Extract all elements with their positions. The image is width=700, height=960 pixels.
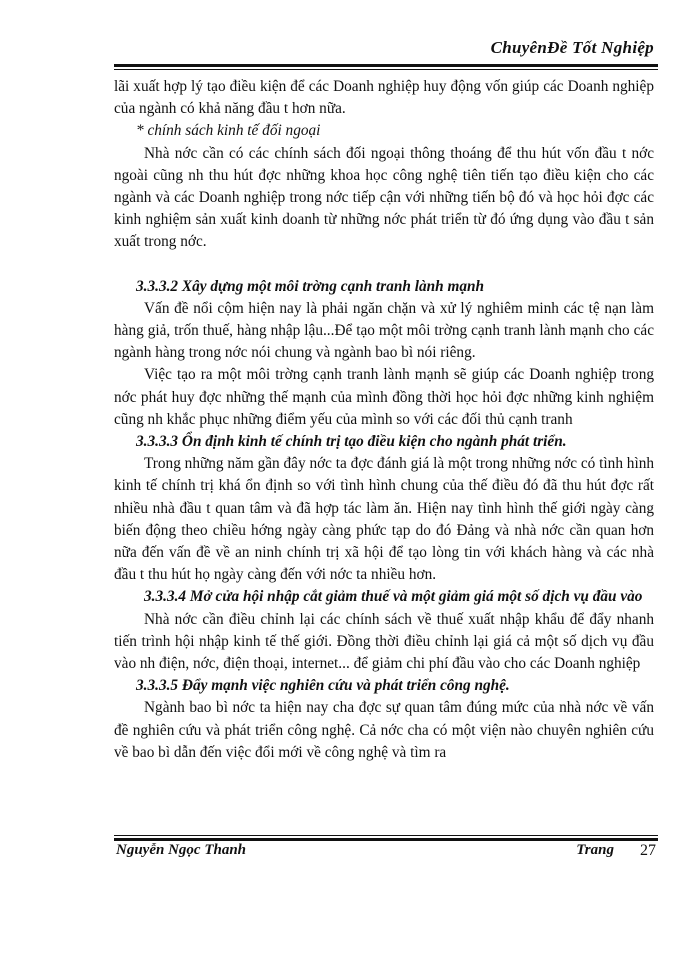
page-number: 27	[640, 842, 656, 859]
body-paragraph: Nhà nớc cần có các chính sách đối ngoại thông thoáng để thu hút vốn đầu t nớc ngoài cũng nh thu hút đợc những khoa học công nghệ tiên tiến tạo điều kiện cho các ngành và các Doanh nghiệp trong nớc tiếp cận với những tiến bộ đó và học hỏi đợc các kinh nghiệm sản xuất kinh doanh từ những nớc phát triển từ đó ứng dụng vào đầu t sản xuất trong nớc.	[114, 144, 654, 251]
section-label-foreign-policy: * chính sách kinh tế đối ngoại	[136, 122, 321, 140]
body-paragraph: Vấn đề nổi cộm hiện nay là phải ngăn chặn và xử lý nghiêm minh các tệ nạn làm hàng giả, trốn thuế, hàng nhập lậu...Để tạo một môi trờng cạnh tranh lành mạnh cho các ngành hàng trong nớc nói chung và ngành bao bì nói riêng.	[114, 299, 654, 362]
footer-rule-thick	[114, 838, 658, 841]
section-heading-3-3-3-3: 3.3.3.3 Ổn định kinh tế chính trị tạo điều kiện cho ngành phát triển.	[136, 433, 567, 451]
body-paragraph: Nhà nớc cần điều chỉnh lại các chính sách về thuế xuất nhập khẩu để đẩy nhanh tiến trình hội nhập kinh tế thế giới. Đồng thời điều chỉnh lại giá cả một số dịch vụ đầu vào nh điện, nớc, điện thoại, internet... để giảm chi phí đầu vào cho các Doanh nghiệp	[114, 610, 654, 673]
header-rule-thick	[114, 64, 658, 67]
document-header-title: ChuyênĐề Tốt Nghiệp	[490, 38, 654, 57]
body-paragraph: Việc tạo ra một môi trờng cạnh tranh lành mạnh sẽ giúp các Doanh nghiệp trong nớc phát huy đợc những thế mạnh của mình đồng thời học hỏi đợc những kinh nghiệm cũng nh khắc phục những điểm yếu của mình so với các đối thủ cạnh tranh	[114, 366, 654, 428]
section-heading-3-3-3-4: 3.3.3.4 Mở cửa hội nhập cắt giảm thuế và một giảm giá một số dịch vụ đầu vào	[144, 588, 643, 606]
header-rule-thin	[114, 69, 658, 70]
section-heading-3-3-3-2: 3.3.3.2 Xây dựng một môi trờng cạnh tranh lành mạnh	[136, 277, 485, 295]
body-paragraph: lãi xuất hợp lý tạo điều kiện để các Doanh nghiệp huy động vốn giúp các Doanh nghiệp của ngành có khả năng đầu t hơn nữa.	[114, 78, 654, 118]
footer-author: Nguyễn Ngọc Thanh	[116, 842, 247, 858]
footer-rule-thin	[114, 835, 658, 836]
section-heading-3-3-3-5: 3.3.3.5 Đẩy mạnh việc nghiên cứu và phát triển công nghệ.	[136, 677, 510, 695]
paragraph-gap	[114, 254, 654, 276]
document-body	[114, 76, 654, 764]
body-paragraph: Trong những năm gần đây nớc ta đợc đánh giá là một trong những nớc có tình hình kinh tế chính trị khá ổn định so với tình hình chung của thế điều đó đã thu hút đợc rất nhiều nhà đầu t quan tâm và đã hợp tác làm ăn. Hiện nay tình hình thế giới ngày càng biến động theo chiều hớng ngày càng phức tạp do đó Đảng và nhà nớc cần quan hơn nữa đến vấn đề về an ninh chính trị xã hội để tạo lòng tin với khách hàng và các nhà đầu t thu hút họ ngày càng đến với nớc ta nhiều hơn.	[114, 455, 654, 584]
footer-page-label: Trang	[576, 842, 614, 858]
body-paragraph: Ngành bao bì nớc ta hiện nay cha đợc sự quan tâm đúng mức của nhà nớc về vấn đề nghiên cứu và phát triển công nghệ. Cả nớc cha có một viện nào chuyên nghiên cứu về bao bì dẫn đến việc đổi mới về công nghệ và tìm ra	[114, 699, 654, 761]
